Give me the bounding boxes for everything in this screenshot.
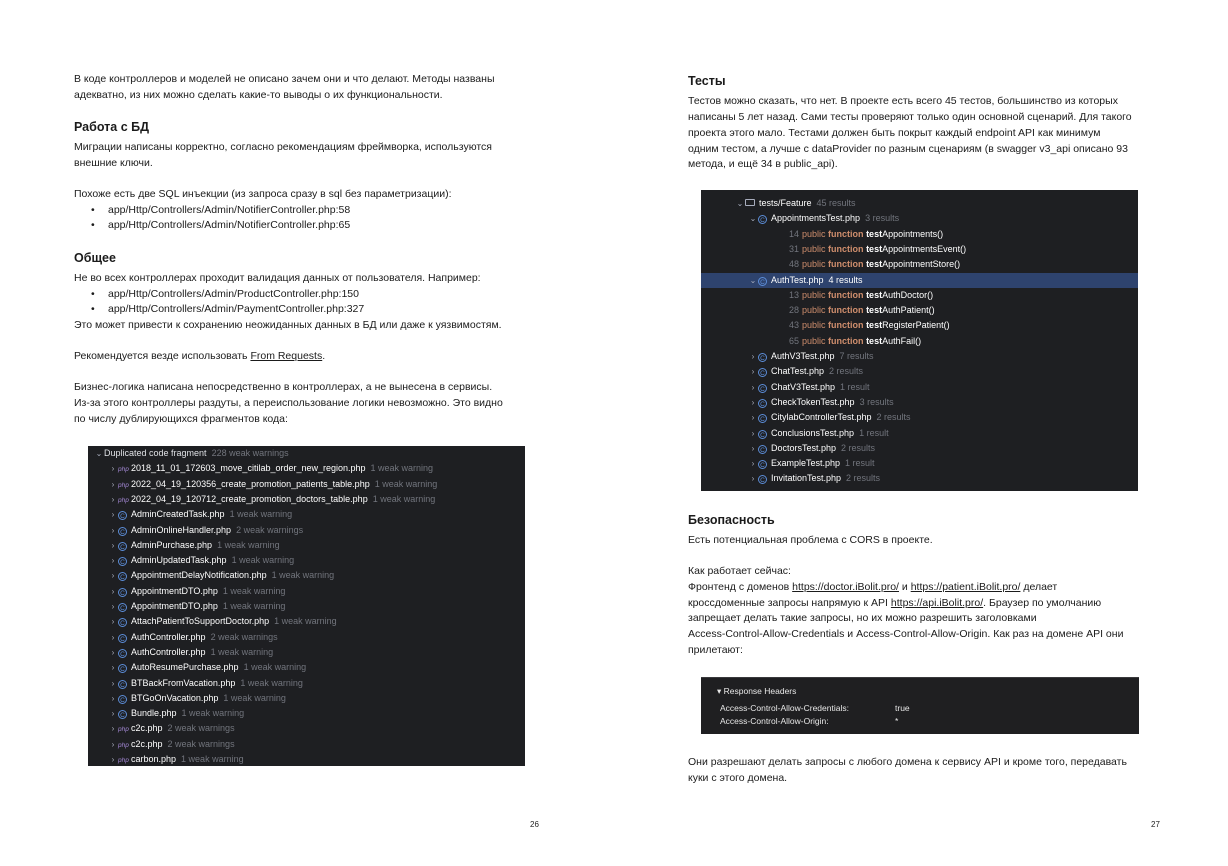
file-name: DoctorsTest.php — [771, 442, 837, 453]
file-name: CheckTokenTest.php — [771, 396, 855, 407]
intro-line-2: адекватно, из них можно сделать какие-то выводы о их функциональности. — [74, 89, 443, 101]
php-file-icon: php — [118, 496, 129, 504]
php-file-icon: php — [118, 481, 129, 489]
cors-line-3: прилетают: — [688, 644, 743, 656]
security-text: Есть потенциальная проблема с CORS в проекте. — [688, 534, 933, 546]
line-number: 14 — [789, 228, 800, 239]
warning-count: 1 weak warning — [274, 616, 337, 627]
result-count: 7 results — [839, 351, 874, 361]
warning-count: 1 weak warning — [240, 677, 303, 688]
php-file-icon: php — [118, 726, 129, 734]
result-count: 3 results — [865, 213, 900, 224]
validation-item: • app/Http/Controllers/Admin/ProductController.php:150 — [91, 288, 359, 300]
tree-row-file[interactable] — [701, 211, 1138, 226]
chevron-right-icon[interactable]: › — [111, 693, 115, 703]
warning-count: 1 weak warning — [222, 585, 286, 596]
result-count: 1 result — [859, 427, 889, 438]
chevron-right-icon[interactable]: › — [111, 586, 115, 596]
method-name: Appointments() — [882, 228, 944, 239]
result-count: 4 results — [828, 274, 863, 285]
tests-heading: Тесты — [688, 74, 726, 88]
file-name: c2c.php — [131, 738, 163, 749]
file-name: AdminUpdatedTask.php — [131, 555, 227, 566]
warning-count: 2 weak warnings — [167, 723, 235, 734]
tree-row[interactable] — [88, 584, 525, 599]
result-count: 1 result — [840, 381, 870, 392]
class-icon: C — [118, 680, 127, 689]
tree-row[interactable] — [88, 523, 525, 538]
file-name: ExampleTest.php — [771, 458, 841, 469]
tree-row[interactable] — [88, 645, 525, 660]
tree-root-count: 228 weak warnings — [211, 448, 289, 458]
patient-link[interactable]: https://patient.iBolit.pro/ — [910, 581, 1021, 593]
class-icon: C — [118, 527, 127, 536]
file-name: carbon.php — [131, 754, 177, 764]
class-icon: C — [118, 603, 127, 612]
response-headers-title: ▾ Response Headers — [717, 686, 797, 696]
tree-row[interactable] — [88, 660, 525, 675]
warning-count: 1 weak warning — [210, 646, 274, 657]
result-count: 1 result — [845, 458, 875, 469]
class-icon: C — [758, 475, 767, 484]
tree-row[interactable] — [88, 630, 525, 645]
business-line-3: по числу дублирующихся фрагментов кода: — [74, 413, 288, 425]
tree-row[interactable] — [88, 507, 525, 522]
file-name: AuthController.php — [131, 646, 206, 657]
general-heading: Общее — [74, 251, 116, 265]
chevron-right-icon[interactable]: › — [111, 709, 115, 719]
warning-count: 1 weak warning — [223, 692, 286, 703]
php-file-icon: php — [118, 741, 129, 749]
cross-line: кроссдоменные запросы напрямую к API https://api.iBolit.pro/. Браузер по умолчанию — [688, 597, 1102, 609]
keyword-public: public — [802, 259, 826, 270]
tree-row-root[interactable] — [88, 446, 525, 461]
conclusion-line-2: куки с этого домена. — [688, 772, 788, 784]
class-icon: C — [758, 384, 767, 393]
chevron-right-icon[interactable]: › — [111, 525, 115, 535]
tests-line-4: одним тестом, а лучше с dataProvider по разным сценариям (в swagger v3_api описано 93 — [688, 143, 1128, 155]
method-prefix: test — [866, 320, 883, 331]
validation-item: • app/Http/Controllers/Admin/PaymentController.php:327 — [91, 303, 365, 315]
warning-count: 2 weak warnings — [167, 738, 235, 749]
warning-count: 1 weak warning — [229, 509, 293, 520]
result-count: 2 results — [829, 366, 864, 377]
sql-text: Похоже есть две SQL инъекции (из запроса сразу в sql без параметризации): — [74, 188, 452, 200]
tree-row[interactable] — [88, 477, 525, 492]
tree-row[interactable] — [88, 538, 525, 553]
tree-row-file[interactable] — [701, 410, 1138, 425]
tree-row-file[interactable] — [701, 441, 1138, 456]
chevron-right-icon[interactable]: › — [111, 647, 115, 657]
file-name: BTBackFromVacation.php — [131, 677, 236, 688]
validation-text: Не во всех контроллерах проходит валидация данных от пользователя. Например: — [74, 272, 481, 284]
chevron-down-icon[interactable]: ⌄ — [95, 449, 103, 458]
file-name: AppointmentsTest.php — [771, 213, 861, 224]
chevron-right-icon[interactable]: › — [111, 724, 115, 734]
chevron-right-icon[interactable]: › — [111, 602, 115, 611]
right-page — [614, 0, 1228, 866]
tests-line-5: метода, и ещё 34 в public_api). — [688, 158, 838, 170]
chevron-right-icon[interactable]: › — [111, 663, 115, 673]
keyword-function: function — [828, 259, 864, 270]
method-name: RegisterPatient() — [882, 320, 950, 331]
keyword-function: function — [828, 228, 864, 239]
tree-root-label: Duplicated code fragment — [104, 448, 207, 458]
keyword-public: public — [802, 305, 826, 316]
sql-item: • app/Http/Controllers/Admin/NotifierController.php:65 — [91, 219, 351, 231]
keyword-public: public — [802, 320, 826, 331]
file-name: AppointmentDTO.php — [131, 585, 218, 596]
warning-count: 1 weak warning — [372, 493, 436, 504]
file-name: AdminCreatedTask.php — [131, 509, 225, 520]
class-icon: C — [758, 399, 767, 408]
method-prefix: test — [866, 335, 883, 346]
tree-row[interactable] — [88, 752, 525, 766]
chevron-right-icon[interactable]: › — [751, 382, 755, 392]
chevron-right-icon[interactable]: › — [111, 540, 115, 550]
folder-icon — [745, 199, 755, 206]
tree-row[interactable] — [88, 492, 525, 507]
php-file-icon: php — [118, 466, 129, 474]
tree-row[interactable] — [88, 461, 525, 476]
chevron-right-icon[interactable]: › — [111, 632, 115, 642]
method-name: AppointmentsEvent() — [882, 243, 967, 254]
folder-name: tests/Feature — [759, 198, 812, 208]
tree-row[interactable] — [88, 691, 525, 706]
tree-row[interactable] — [88, 614, 525, 629]
response-headers-screenshot — [701, 677, 1139, 734]
folder-count: 45 results — [816, 198, 856, 208]
warning-count: 1 weak warning — [222, 601, 286, 611]
file-name: ChatTest.php — [771, 366, 825, 377]
api-link[interactable]: https://api.iBolit.pro/ — [890, 597, 984, 609]
tree-row-method[interactable] — [701, 227, 1138, 242]
warning-count: 1 weak warning — [181, 708, 245, 719]
warning-count: 1 weak warning — [271, 570, 335, 581]
page-number: 27 — [1151, 820, 1160, 829]
line-number: 43 — [789, 320, 800, 331]
tests-tree-screenshot — [701, 190, 1138, 491]
chevron-right-icon[interactable]: › — [111, 617, 115, 627]
chevron-right-icon[interactable]: › — [111, 510, 115, 520]
class-icon: C — [758, 368, 767, 377]
tree-row-folder[interactable] — [701, 196, 1138, 211]
tree-row[interactable] — [88, 721, 525, 736]
tree-row-file[interactable] — [701, 456, 1138, 471]
class-icon: C — [758, 430, 767, 439]
class-icon: C — [118, 695, 127, 704]
tree-row-method[interactable] — [701, 303, 1138, 318]
class-icon: C — [758, 460, 767, 469]
conclusion-line-1: Они разрешают делать запросы с любого домена к сервису API и кроме того, передавать — [688, 756, 1127, 768]
keyword-public: public — [802, 228, 826, 239]
chevron-right-icon[interactable]: › — [751, 459, 755, 469]
warning-count: 2 weak warnings — [236, 524, 304, 535]
db-heading: Работа с БД — [74, 120, 150, 134]
method-name: AppointmentStore() — [882, 259, 961, 270]
class-icon: C — [118, 710, 127, 719]
class-icon: C — [118, 572, 127, 581]
chevron-right-icon[interactable]: › — [111, 494, 115, 504]
frontend-line: Фронтенд с доменов https://doctor.iBolit.pro/ и https://patient.iBolit.pro/ делает — [688, 581, 1058, 593]
class-icon: C — [118, 542, 127, 551]
file-name: AdminPurchase.php — [131, 539, 213, 550]
tree-row[interactable] — [88, 706, 525, 721]
keyword-public: public — [802, 243, 826, 254]
line-number: 31 — [789, 243, 800, 254]
file-name: AutoResumePurchase.php — [131, 662, 239, 673]
class-icon: C — [118, 664, 127, 673]
header-value: * — [895, 716, 899, 726]
db-text-1: Миграции написаны корректно, согласно рекомендациям фреймворка, используются — [74, 141, 492, 153]
method-name: AuthFail() — [882, 335, 922, 346]
class-icon: C — [118, 557, 127, 566]
warning-count: 1 weak warning — [217, 539, 280, 550]
tree-row-method[interactable] — [701, 257, 1138, 272]
file-name: 2022_04_19_120356_create_promotion_patients_table.php — [131, 478, 370, 489]
header-value: true — [895, 703, 910, 713]
tree-row-method[interactable] — [701, 318, 1138, 333]
tree-row-file[interactable] — [701, 426, 1138, 441]
keyword-function: function — [828, 289, 864, 300]
sql-item: • app/Http/Controllers/Admin/NotifierController.php:58 — [91, 204, 351, 216]
db-text-2: внешние ключи. — [74, 157, 153, 169]
file-name: AppointmentDelayNotification.php — [131, 570, 267, 581]
warning-count: 1 weak warning — [370, 463, 434, 474]
chevron-right-icon[interactable]: › — [111, 739, 115, 749]
result-count: 2 results — [846, 473, 881, 484]
file-name: InvitationTest.php — [771, 473, 842, 484]
header-name: Access-Control-Allow-Credentials: — [720, 703, 849, 713]
tests-line-1: Тестов можно сказать, что нет. В проекте есть всего 45 тестов, большинство из которых — [688, 95, 1118, 107]
tree-row[interactable] — [88, 737, 525, 752]
file-name: AuthTest.php — [771, 274, 824, 285]
file-name: Bundle.php — [131, 708, 177, 719]
chevron-right-icon[interactable]: › — [751, 413, 755, 423]
chevron-right-icon[interactable]: › — [751, 443, 755, 453]
file-name: AppointmentDTO.php — [131, 601, 218, 611]
security-heading: Безопасность — [688, 513, 775, 527]
validation-result: Это может привести к сохранению неожиданных данных в БД или даже к уязвимостям. — [74, 319, 502, 331]
chevron-right-icon[interactable]: › — [751, 397, 755, 407]
keyword-function: function — [828, 243, 864, 254]
tree-row-file[interactable] — [701, 349, 1138, 364]
keyword-public: public — [802, 289, 826, 300]
tree-row-file[interactable] — [701, 380, 1138, 395]
class-icon: C — [118, 634, 127, 643]
warning-count: 1 weak warning — [181, 754, 244, 764]
result-count: 3 results — [859, 396, 894, 407]
keyword-function: function — [828, 305, 864, 316]
file-name: BTGoOnVacation.php — [131, 692, 219, 703]
file-name: AttachPatientToSupportDoctor.php — [131, 616, 270, 627]
chevron-down-icon[interactable]: ⌄ — [736, 199, 744, 208]
doctor-link[interactable]: https://doctor.iBolit.pro/ — [792, 581, 899, 593]
chevron-right-icon[interactable]: › — [111, 755, 115, 764]
method-prefix: test — [866, 243, 883, 254]
duplicates-tree-screenshot — [88, 446, 525, 766]
chevron-down-icon[interactable]: ⌄ — [749, 214, 757, 224]
tree-row-file[interactable] — [701, 395, 1138, 410]
chevron-right-icon[interactable]: › — [111, 678, 115, 688]
class-icon: C — [758, 445, 767, 454]
line-number: 48 — [789, 259, 800, 270]
warning-count: 2 weak warnings — [210, 631, 278, 642]
keyword-public: public — [802, 335, 826, 346]
chevron-down-icon[interactable]: ⌄ — [749, 275, 757, 285]
chevron-right-icon[interactable]: › — [751, 428, 755, 438]
php-file-icon: php — [118, 757, 129, 764]
method-name: AuthPatient() — [882, 305, 935, 316]
class-icon: C — [758, 353, 767, 362]
chevron-right-icon[interactable]: › — [751, 367, 755, 377]
intro-line-1: В коде контроллеров и моделей не описано зачем они и что делают. Методы названы — [74, 73, 495, 85]
class-icon: C — [758, 215, 767, 224]
tree-row-file[interactable] — [701, 273, 1138, 288]
tree-row-method[interactable] — [701, 334, 1138, 349]
class-icon: C — [118, 618, 127, 627]
cors-line-2: Access-Control-Allow-Credentials и Access-Control-Allow-Origin. Как раз на домене API они — [688, 628, 1124, 640]
chevron-right-icon[interactable]: › — [111, 479, 115, 489]
tree-row-file[interactable] — [701, 364, 1138, 379]
warning-count: 1 weak warning — [231, 555, 295, 566]
class-icon: C — [118, 649, 127, 658]
file-name: AuthController.php — [131, 631, 206, 642]
file-name: 2018_11_01_172603_move_citilab_order_new_region.php — [131, 463, 366, 474]
tests-line-3: проекта этого мало. Тестами должен быть покрыт каждый endpoint API как минимум — [688, 127, 1101, 139]
recommend-line: Рекомендуется везде использовать From Requests. — [74, 350, 326, 362]
method-name: AuthDoctor() — [882, 289, 934, 300]
tree-row[interactable] — [88, 599, 525, 614]
cors-line-1: запрещает делать такие запросы, но их можно разрешить заголовками — [688, 612, 1037, 624]
tree-row-method[interactable] — [701, 242, 1138, 257]
file-name: ChatV3Test.php — [771, 381, 836, 392]
tree-row-file[interactable] — [701, 471, 1138, 486]
line-number: 13 — [789, 289, 800, 300]
header-name: Access-Control-Allow-Origin: — [720, 716, 829, 726]
page-number: 26 — [530, 820, 539, 829]
file-name: ConclusionsTest.php — [771, 427, 855, 438]
business-line-2: Из-за этого контроллеры раздуты, а переиспользование логики невозможно. Это видно — [74, 397, 503, 409]
chevron-right-icon[interactable]: › — [111, 464, 115, 474]
chevron-right-icon[interactable]: › — [751, 474, 755, 484]
keyword-function: function — [828, 320, 864, 331]
tree-row-method[interactable] — [701, 288, 1138, 303]
line-number: 65 — [789, 335, 800, 346]
result-count: 2 results — [841, 442, 876, 453]
result-count: 2 results — [876, 412, 911, 423]
class-icon: C — [118, 588, 127, 597]
tree-row[interactable] — [88, 568, 525, 583]
chevron-right-icon[interactable]: › — [751, 352, 755, 361]
class-icon: C — [758, 414, 767, 423]
keyword-function: function — [828, 335, 864, 346]
warning-count: 1 weak warning — [243, 662, 307, 673]
method-prefix: test — [866, 259, 883, 270]
class-icon: C — [118, 511, 127, 520]
tree-row[interactable] — [88, 676, 525, 691]
chevron-right-icon[interactable]: › — [111, 571, 115, 581]
file-name: CitylabControllerTest.php — [771, 412, 872, 423]
file-name: 2022_04_19_120712_create_promotion_doctors_table.php — [131, 493, 368, 504]
file-name: c2c.php — [131, 723, 163, 734]
chevron-right-icon[interactable]: › — [111, 556, 115, 566]
form-requests-link[interactable]: From Requests — [250, 350, 323, 362]
file-name: AdminOnlineHandler.php — [131, 524, 232, 535]
business-line-1: Бизнес-логика написана непосредственно в контроллерах, а не вынесена в сервисы. — [74, 381, 493, 393]
method-prefix: test — [866, 305, 883, 316]
method-prefix: test — [866, 228, 883, 239]
class-icon: C — [758, 277, 767, 286]
file-name: AuthV3Test.php — [771, 351, 835, 361]
line-number: 28 — [789, 305, 800, 316]
tree-row[interactable] — [88, 553, 525, 568]
how-works: Как работает сейчас: — [688, 565, 791, 577]
tests-line-2: написаны 5 лет назад. Сами тесты проверяют только один основной сценарий. Для такого — [688, 111, 1132, 123]
warning-count: 1 weak warning — [374, 478, 438, 489]
method-prefix: test — [866, 289, 883, 300]
